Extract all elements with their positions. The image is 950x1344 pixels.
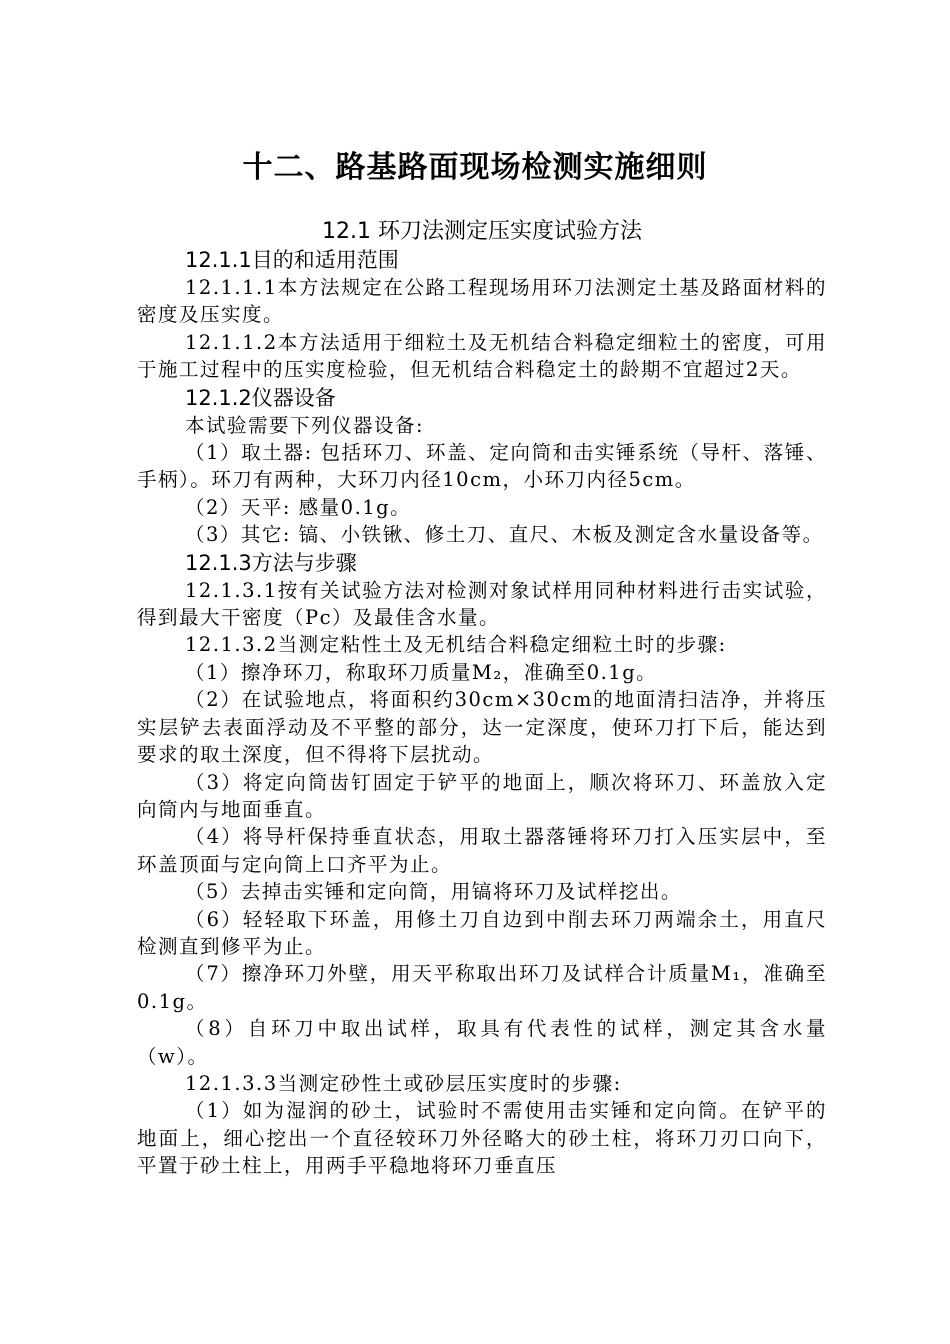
paragraph: 12.1.3.1按有关试验方法对检测对象试样用同种材料进行击实试验，得到最大干密度（Pc）及最佳含水量。 [137,578,827,630]
subsection-heading-procedure: 12.1.3方法与步骤 [185,550,357,575]
document-body [137,218,827,1180]
paragraph: （3）将定向筒齿钉固定于铲平的地面上，顺次将环刀、环盖放入定向筒内与地面垂直。 [137,770,827,821]
paragraph: （7）擦净环刀外壁，用天平称取出环刀及试样合计质量M₁，准确至0.1g。 [137,962,827,1013]
paragraph: 12.1.1.2本方法适用于细粒土及无机结合料稳定细粒土的密度，可用于施工过程中的压实度检验，但无机结合料稳定土的龄期不宜超过2天。 [137,330,827,382]
paragraph: （1）擦净环刀，称取环刀质量M₂，准确至0.1g。 [185,660,658,684]
paragraph: （8）自环刀中取出试样，取具有代表性的试样，测定其含水量（w）。 [137,1017,827,1068]
section-heading: 12.1 环刀法测定压实度试验方法 [322,219,642,244]
subsection-heading-equipment: 12.1.2仪器设备 [185,385,336,410]
paragraph: （5）去掉击实锤和定向筒，用镐将环刀及试样挖出。 [185,880,682,904]
paragraph: （6）轻轻取下环盖，用修土刀自边到中削去环刀两端余土，用直尺检测直到修平为止。 [137,907,827,958]
paragraph: 12.1.3.2当测定粘性土及无机结合料稳定细粒土时的步骤: [185,633,727,657]
paragraph: （2）天平: 感量0.1g。 [185,495,412,519]
paragraph: （4）将导杆保持垂直状态，用取土器落锤将环刀打入压实层中，至环盖顶面与定向筒上口齐平为止。 [137,825,827,876]
paragraph: （1）如为湿润的砂土，试验时不需使用击实锤和定向筒。在铲平的地面上，细心挖出一个直径较环刀外径略大的砂土柱，将环刀刃口向下，平置于砂土柱上，用两手平稳地将环刀垂直压 [137,1099,827,1178]
paragraph: 12.1.3.3当测定砂性土或砂层压实度时的步骤: [185,1071,622,1095]
paragraph: 12.1.1.1本方法规定在公路工程现场用环刀法测定土基及路面材料的密度及压实度。 [137,276,827,327]
paragraph: （1）取土器: 包括环刀、环盖、定向筒和击实锤系统（导杆、落锤、手柄）。环刀有两种，大环刀内径10cm，小环刀内径5cm。 [137,441,827,492]
paragraph: （3）其它: 镐、小铁锹、修土刀、直尺、木板及测定含水量设备等。 [185,523,824,547]
page-title: 十二、路基路面现场检测实施细则 [242,150,708,185]
subsection-heading-purpose: 12.1.1目的和适用范围 [185,248,399,272]
paragraph: （2）在试验地点，将面积约30cm×30cm的地面清扫洁净，并将压实层铲去表面浮动及不平整的部分，达一定深度，使环刀打下后，能达到要求的取土深度，但不得将下层扰动。 [137,688,827,767]
paragraph: 本试验需要下列仪器设备: [185,413,425,437]
